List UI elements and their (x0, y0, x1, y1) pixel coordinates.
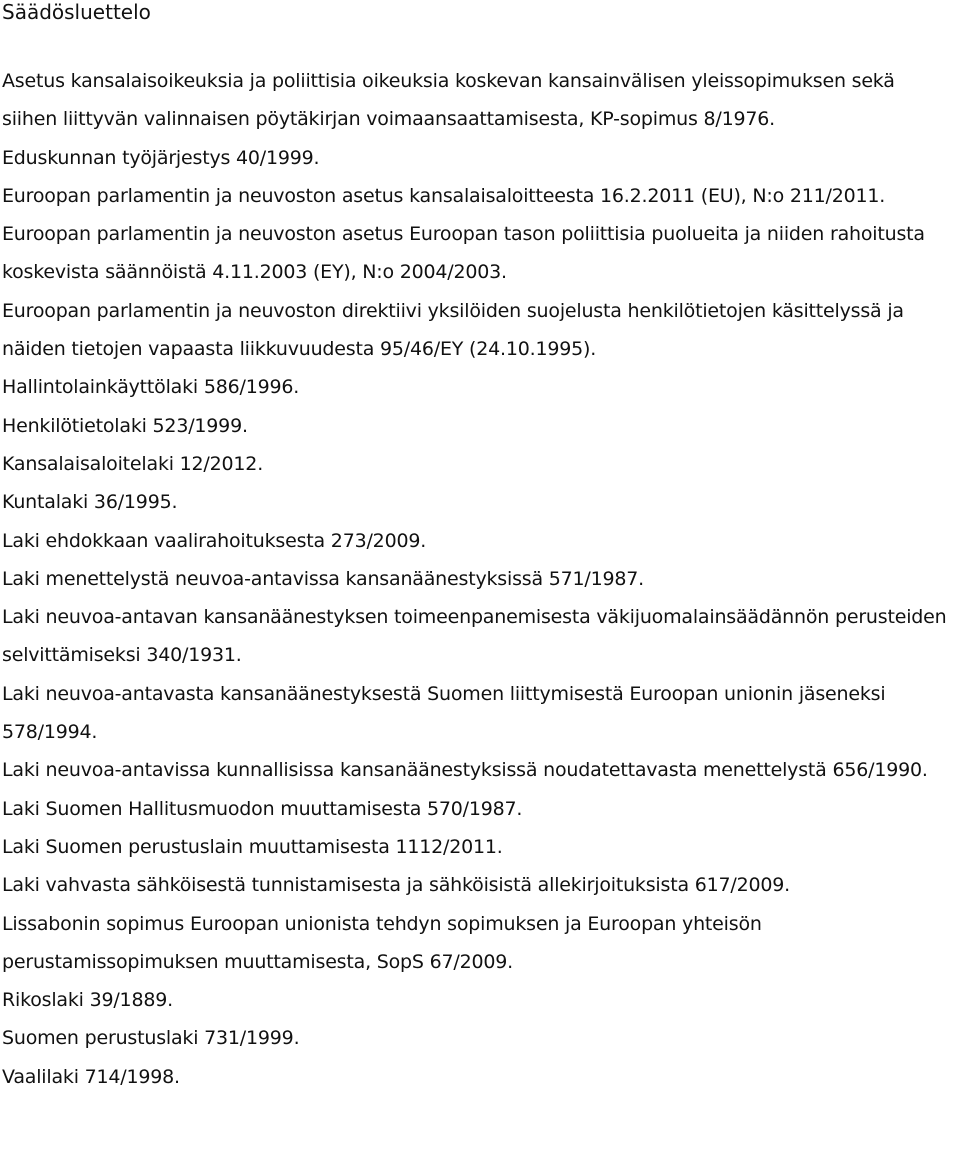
list-item: Asetus kansalaisoikeuksia ja poliittisia oikeuksia koskevan kansainvälisen yleissopimuksen sekä siihen liittyvän valinnaisen pöytäkirjan voimaansaattamisesta, KP-sopimus 8/1976. (2, 70, 895, 131)
list-item: Kuntalaki 36/1995. (2, 491, 178, 514)
statute-list (2, 62, 952, 1096)
list-item: Euroopan parlamentin ja neuvoston asetus kansalaisaloitteesta 16.2.2011 (EU), N:o 211/2011. (2, 184, 886, 207)
list-item: Hallintolainkäyttölaki 586/1996. (2, 376, 300, 399)
list-item: Vaalilaki 714/1998. (2, 1065, 180, 1088)
list-item: Laki neuvoa-antavan kansanäänestyksen toimeenpanemisesta väkijuomalainsäädännön perusteiden selvittämiseksi 340/1931. (2, 606, 947, 667)
list-item: Laki Suomen perustuslain muuttamisesta 1112/2011. (2, 835, 503, 858)
list-item: Laki neuvoa-antavasta kansanäänestyksestä Suomen liittymisestä Euroopan unionin jäseneksi 578/1994. (2, 682, 886, 744)
page-title: Säädösluettelo (2, 0, 151, 24)
list-item: Suomen perustuslaki 731/1999. (2, 1027, 300, 1050)
list-item: Kansalaisaloitelaki 12/2012. (2, 452, 264, 475)
list-item: Eduskunnan työjärjestys 40/1999. (2, 146, 320, 169)
list-item: Euroopan parlamentin ja neuvoston asetus Euroopan tason poliittisia puolueita ja niiden rahoitusta koskevista säännöistä 4.11.2003 (EY), N:o 2004/2003. (2, 223, 925, 284)
list-item: Laki menettelystä neuvoa-antavissa kansanäänestyksissä 571/1987. (2, 567, 645, 590)
list-item: Euroopan parlamentin ja neuvoston direktiivi yksilöiden suojelusta henkilötietojen käsittelyssä ja näiden tietojen vapaasta liikkuvuudesta 95/46/EY (24.10.1995). (2, 299, 904, 361)
list-item: Rikoslaki 39/1889. (2, 989, 173, 1012)
list-item: Laki vahvasta sähköisestä tunnistamisesta ja sähköisistä allekirjoituksista 617/2009. (2, 874, 790, 897)
list-item: Laki neuvoa-antavissa kunnallisissa kansanäänestyksissä noudatettavasta menettelystä 656/1990. (2, 759, 928, 782)
list-item: Laki Suomen Hallitusmuodon muuttamisesta 570/1987. (2, 797, 523, 820)
list-item: Laki ehdokkaan vaalirahoituksesta 273/2009. (2, 529, 427, 552)
list-item: Lissabonin sopimus Euroopan unionista tehdyn sopimuksen ja Euroopan yhteisön perustamissopimuksen muuttamisesta, SopS 67/2009. (2, 912, 762, 973)
list-item: Henkilötietolaki 523/1999. (2, 414, 248, 437)
